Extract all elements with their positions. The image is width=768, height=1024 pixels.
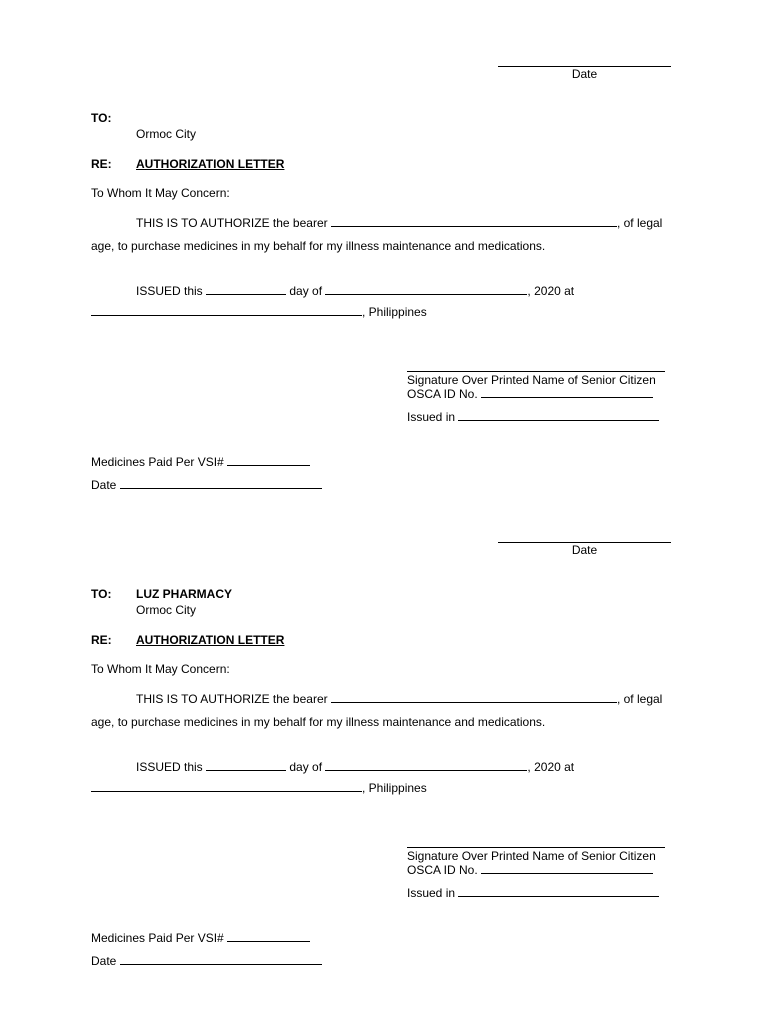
salutation: To Whom It May Concern: [91,186,230,200]
vsi-blank [227,455,310,466]
medicines-label: Medicines Paid Per VSI# [91,931,224,945]
day-blank [206,284,286,295]
place-line [91,781,427,795]
issued-line [136,760,574,774]
year-text: , 2020 at [527,284,575,298]
signature-label: Signature Over Printed Name of Senior Citizen [407,849,656,863]
subject: AUTHORIZATION LETTER [136,633,285,647]
issued-in-line [407,886,659,900]
to-label: TO: [91,587,112,601]
osca-label: OSCA ID No. [407,863,478,877]
place-line [91,305,427,319]
salutation: To Whom It May Concern: [91,662,230,676]
body-line-1 [136,692,662,706]
body-text-authorize: THIS IS TO AUTHORIZE the bearer [136,216,328,230]
medicines-label: Medicines Paid Per VSI# [91,455,224,469]
bearer-name-blank [331,216,617,227]
osca-line [407,863,653,877]
place-blank [91,305,362,316]
body-line-2: age, to purchase medicines in my behalf for my illness maintenance and medications. [91,715,546,729]
day-of-text: day of [289,284,323,298]
philippines-text: , Philippines [362,305,427,319]
issued-line [136,284,574,298]
date-blank [498,58,671,67]
osca-blank [481,863,653,874]
issued-text: ISSUED this [136,760,203,774]
year-text: , 2020 at [527,760,575,774]
issued-in-blank [458,886,659,897]
osca-blank [481,387,653,398]
osca-label: OSCA ID No. [407,387,478,401]
recipient-city: Ormoc City [136,127,196,141]
to-label: TO: [91,111,112,125]
footer-date-label: Date [91,954,117,968]
re-label: RE: [91,157,112,171]
subject: AUTHORIZATION LETTER [136,157,285,171]
authorization-letter-1 [0,0,768,492]
place-blank [91,781,362,792]
re-label: RE: [91,633,112,647]
authorization-letter-2 [0,476,768,968]
footer-date-blank [120,954,322,965]
issued-text: ISSUED this [136,284,203,298]
signature-blank [407,363,665,372]
recipient-name: LUZ PHARMACY [136,587,232,601]
vsi-blank [227,931,310,942]
body-line-2: age, to purchase medicines in my behalf for my illness maintenance and medications. [91,239,546,253]
issued-in-blank [458,410,659,421]
philippines-text: , Philippines [362,781,427,795]
day-blank [206,760,286,771]
recipient-city: Ormoc City [136,603,196,617]
signature-label: Signature Over Printed Name of Senior Citizen [407,373,656,387]
body-text-legal: , of legal [616,216,663,230]
date-label: Date [571,543,598,557]
footer-date-line [91,954,322,968]
date-label: Date [571,67,598,81]
footer-date-label: Date [91,478,117,492]
osca-line [407,387,653,401]
issued-in-label: Issued in [407,886,456,900]
medicines-line [91,455,310,469]
body-text-authorize: THIS IS TO AUTHORIZE the bearer [136,692,328,706]
day-of-text: day of [289,760,323,774]
issued-in-line [407,410,659,424]
body-text-legal: , of legal [616,692,663,706]
signature-blank [407,839,665,848]
month-blank [325,284,527,295]
issued-in-label: Issued in [407,410,456,424]
medicines-line [91,931,310,945]
date-blank [498,534,671,543]
body-line-1 [136,216,662,230]
month-blank [325,760,527,771]
bearer-name-blank [331,692,617,703]
